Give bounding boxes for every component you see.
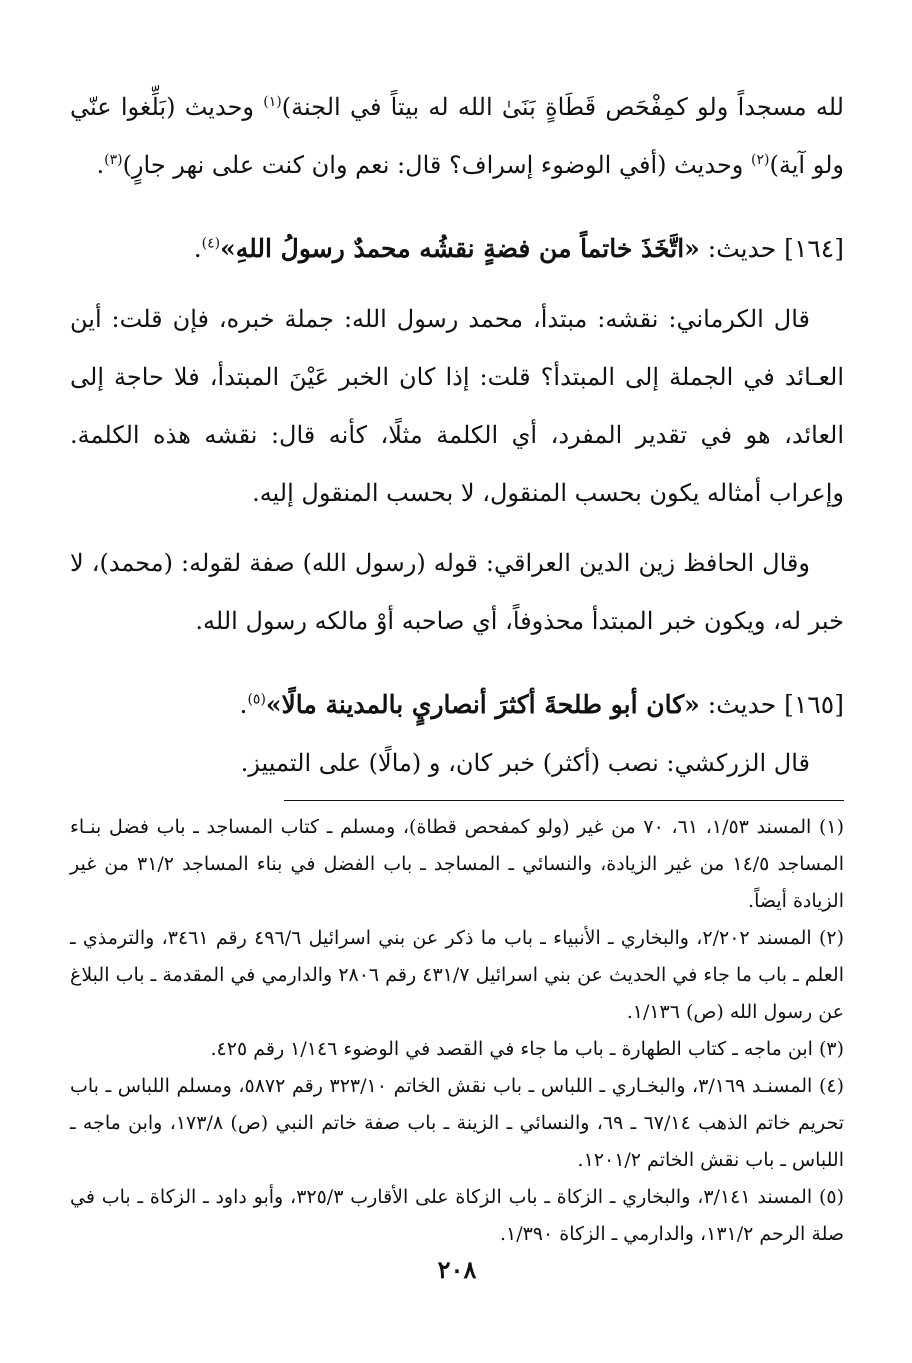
footnote-number: (٢) [818,927,844,949]
intro-text-end: . [96,151,105,179]
book-page [70,78,844,1323]
hadith-164-number: [١٦٤] [784,234,844,263]
footnote-1 [70,809,844,920]
hadith-165-text: «كان أبو طلحةَ أكثرَ أنصاريٍ بالمدينة مالًا» [265,690,700,719]
footnote-ref-3: (٣) [104,152,123,168]
kirmani-paragraph: قال الكرماني: نقشه: مبتدأ، محمد رسول الله: جملة خبره، فإن قلت: أين العـائد في الجملة إلى المبتدأ؟ قلت: إذا كان الخبر عَيْنَ المبتدأ، فلا حاجة إلى العائد، هو في تقدير المفرد، أي الكلمة مثلًا، كأنه قال: نقشه هذه الكلمة. وإعراب أمثاله يكون بحسب المنقول، لا بحسب المنقول إليه. [70,305,844,507]
footnote-4 [70,1068,844,1179]
footnote-text: ابن ماجه ـ كتاب الطهارة ـ باب ما جاء في القصد في الوضوء ١/١٤٦ رقم ٤٢٥. [210,1038,813,1060]
footnote-number: (٥) [818,1186,845,1208]
footnote-text: المسند ١/٥٣، ٦١، ٧٠ من غير (ولو كمفحص قطاة)، ومسلم ـ كتاب المساجد ـ باب فضل بنـاء المساجد ١٤/٥ من غير الزيادة، والنسائي ـ المساجد ـ باب الفضل في بناء المساجد ٣١/٢ من غير الزيادة أيضاً. [70,816,844,912]
hadith-164-end: . [193,234,202,263]
footnotes-section [70,809,844,1253]
footnote-ref-1: (١) [263,94,282,110]
footnote-text: المسنـد ٣/١٦٩، والبخـاري ـ اللباس ـ باب نقش الخاتم ٣٢٣/١٠ رقم ٥٨٧٢، ومسلم اللباس ـ باب تحريم خاتم الذهب ٦٧/١٤ ـ ٦٩، والنسائي ـ الزينة ـ باب صفة خاتم النبي (ص) ١٧٣/٨، وابن ماجه ـ اللباس ـ باب نقش الخاتم ١٢٠١/٢. [70,1075,845,1171]
intro-text-3: وحديث (أفي الوضوء إسراف؟ قال: نعم وان كنت على نهر جارٍ) [122,151,752,179]
hadith-164-text: «اتَّخَذَ خاتماً من فضةٍ نقشُه محمدٌ رسولُ اللهِ» [220,234,700,263]
hadith-165-number: [١٦٥] [784,690,844,719]
footnote-number: (٤) [818,1075,844,1097]
intro-text-1: لله مسجداً ولو كمِفْحَص قَطَاةٍ بَنَىٰ الله له بيتاً في الجنة) [281,93,844,121]
zarkashi-paragraph: قال الزركشي: نصب (أكثر) خبر كان، و (مالًا) على التمييز. [240,749,810,777]
footnote-number: (١) [818,816,845,838]
footnote-ref-5: (٥) [247,691,266,708]
hadith-164-heading [70,220,844,278]
footnote-ref-4: (٤) [201,235,221,252]
footnote-5 [70,1179,844,1253]
footnote-text: المسند ٢/٢٠٢، والبخاري ـ الأنبياء ـ باب ما ذكر عن بني اسرائيل ٤٩٦/٦ رقم ٣٤٦١، والترمذي ـ العلم ـ باب ما جاء في الحديث عن بني اسرائيل ٤٣١/٧ رقم ٢٨٠٦ والدارمي في المقدمة ـ باب البلاغ عن رسول الله (ص) ١/١٣٦. [70,927,844,1023]
hadith-165-label: حديث: [699,690,785,719]
hadith-165-end: . [239,690,248,719]
footnote-divider [284,800,844,801]
footnote-number: (٣) [818,1038,844,1060]
intro-paragraph [70,78,844,194]
page-number: ٢٠٨ [437,1255,477,1284]
footnote-ref-2: (٢) [751,152,770,168]
hadith-165-heading [70,676,844,734]
iraqi-paragraph: وقال الحافظ زين الدين العراقي: قوله (رسول الله) صفة لقوله: (محمد)، لا خبر له، ويكون خبر المبتدأ محذوفاً، أي صاحبه أوْ مالكه رسول الله. [70,549,844,635]
hadith-164-label: حديث: [699,234,785,263]
footnote-3 [70,1031,844,1068]
intro-text-2: وحديث (بَلِّغوا عنّي ولو آية) [70,93,844,179]
footnote-text: المسند ٣/١٤١، والبخاري ـ الزكاة ـ باب الزكاة على الأقارب ٣٢٥/٣، وأبو داود ـ الزكاة ـ باب في صلة الرحم ١٣١/٢، والدارمي ـ الزكاة ١/٣٩٠. [70,1186,844,1245]
footnote-2 [70,920,844,1031]
